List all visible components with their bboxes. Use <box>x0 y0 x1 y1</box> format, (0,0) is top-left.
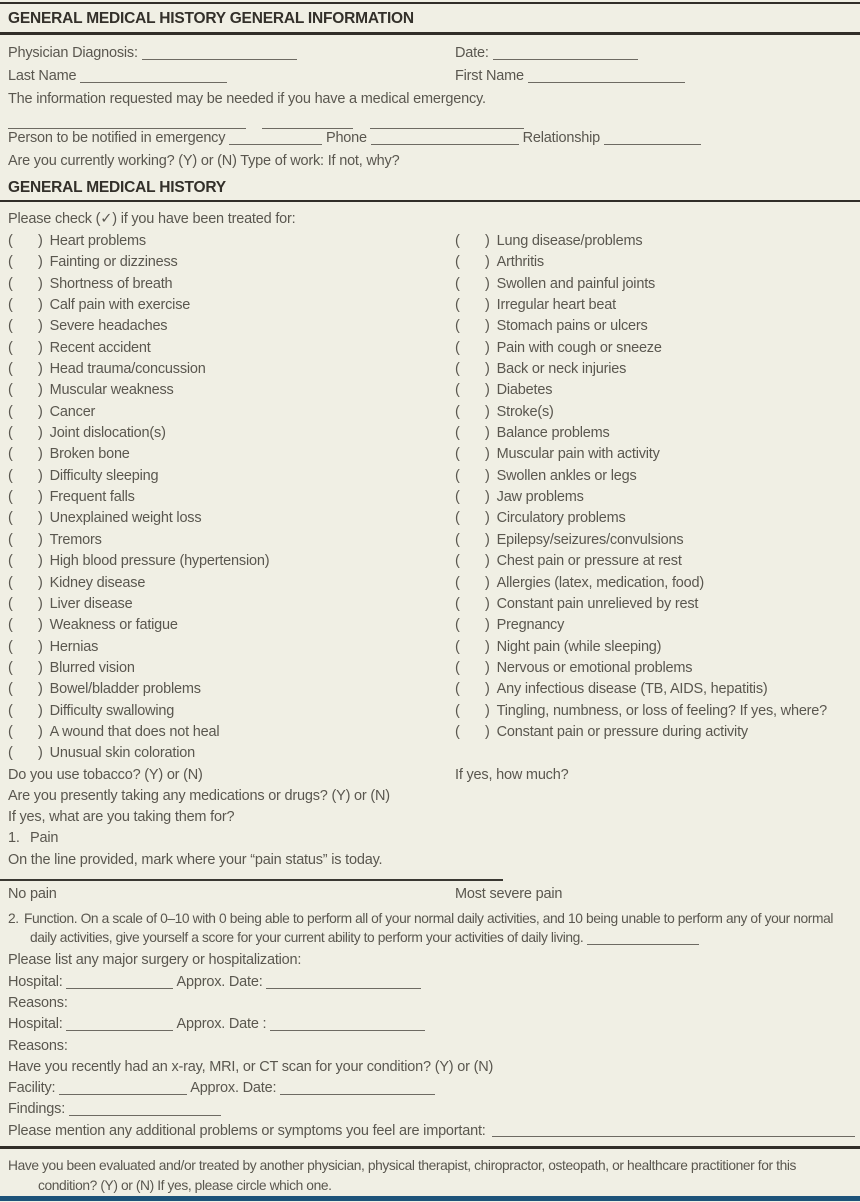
checklist-item-label: Frequent falls <box>49 489 135 506</box>
checklist-item <box>455 573 827 594</box>
checklist-item <box>455 252 827 273</box>
phone-blank <box>371 141 519 145</box>
checklist-item <box>8 701 455 722</box>
checklist-item <box>8 573 455 594</box>
treatment-checklist <box>8 231 860 765</box>
approx-date-label-spaced: Approx. Date : <box>176 1016 267 1033</box>
checklist-item <box>455 530 827 551</box>
checklist-item-label: Stroke(s) <box>496 403 554 420</box>
checkbox-open-paren: ( <box>8 403 13 420</box>
checkbox-close-paren: ) <box>38 659 43 676</box>
facility-row <box>8 1078 860 1099</box>
findings-label: Findings: <box>8 1101 66 1118</box>
first-name-blank <box>528 79 685 83</box>
checkbox-close-paren: ) <box>485 361 490 378</box>
checklist-item <box>455 423 827 444</box>
checkbox-open-paren: ( <box>455 403 460 420</box>
checklist-item <box>8 402 455 423</box>
findings-row <box>8 1099 860 1120</box>
checkbox-open-paren: ( <box>455 467 460 484</box>
checkbox-close-paren: ) <box>38 467 43 484</box>
checkbox-close-paren: ) <box>38 425 43 442</box>
checklist-item <box>455 551 827 572</box>
approx-date-label: Approx. Date: <box>176 973 263 990</box>
function-item <box>8 909 854 947</box>
checkbox-close-paren: ) <box>485 531 490 548</box>
checklist-item <box>8 444 455 465</box>
date-field <box>455 42 638 65</box>
emergency-contact-row <box>8 127 860 150</box>
top-rule <box>0 2 860 4</box>
medications-followup: If yes, what are you taking them for? <box>8 809 235 826</box>
checklist-item-label: Hernias <box>49 638 99 655</box>
pain-scale-line <box>0 879 503 881</box>
checkbox-open-paren: ( <box>455 275 460 292</box>
checkbox-close-paren: ) <box>38 446 43 463</box>
checklist-item-label: Circulatory problems <box>496 510 626 527</box>
checklist-item-label: Difficulty sleeping <box>49 467 159 484</box>
checklist-item-label: Balance problems <box>496 425 610 442</box>
additional-problems-row <box>8 1121 860 1142</box>
approx-date-label: Approx. Date: <box>190 1080 277 1097</box>
header-rule <box>0 32 860 35</box>
checklist-item <box>8 637 455 658</box>
checkbox-open-paren: ( <box>455 510 460 527</box>
additional-problems-label: Please mention any additional problems or symptoms you feel are important: <box>8 1122 486 1139</box>
hospital-blank-1 <box>66 985 173 989</box>
medications-question: Are you presently taking any medications or drugs? (Y) or (N) <box>8 787 390 804</box>
checkbox-open-paren: ( <box>455 659 460 676</box>
checklist-item <box>455 722 827 743</box>
checklist-item <box>8 252 455 273</box>
function-score-blank <box>587 941 699 945</box>
checklist-item <box>8 679 455 700</box>
relationship-blank <box>604 141 701 145</box>
checkbox-open-paren: ( <box>8 595 13 612</box>
checklist-item <box>455 594 827 615</box>
checkbox-close-paren: ) <box>485 446 490 463</box>
imaging-question: Have you recently had an x-ray, MRI, or CT scan for your condition? (Y) or (N) <box>8 1058 494 1075</box>
checklist-item <box>455 316 827 337</box>
checklist-item <box>8 316 455 337</box>
check-instruction: Please check (✓) if you have been treated for: <box>8 211 296 227</box>
pain-instruction: On the line provided, mark where your “pain status” is today. <box>8 851 383 868</box>
checkbox-open-paren: ( <box>455 553 460 570</box>
surgery-intro: Please list any major surgery or hospitalization: <box>8 952 302 969</box>
reasons-row-2: Reasons: <box>8 1037 68 1054</box>
checkbox-close-paren: ) <box>485 403 490 420</box>
checklist-item <box>455 444 827 465</box>
checkbox-close-paren: ) <box>485 702 490 719</box>
checklist-item-label: High blood pressure (hypertension) <box>49 553 270 570</box>
checkbox-open-paren: ( <box>8 382 13 399</box>
checkbox-open-paren: ( <box>8 318 13 335</box>
checkbox-close-paren: ) <box>485 553 490 570</box>
section-rule <box>0 200 860 202</box>
checklist-item-label: Liver disease <box>49 595 133 612</box>
checkbox-open-paren: ( <box>8 275 13 292</box>
checklist-item-label: Blurred vision <box>49 659 135 676</box>
function-item-number: 2. <box>8 911 19 927</box>
checklist-left-column <box>8 231 455 765</box>
checkbox-close-paren: ) <box>485 382 490 399</box>
date-blank <box>493 56 638 60</box>
physician-diagnosis-blank <box>142 56 297 60</box>
tobacco-followup: If yes, how much? <box>455 766 569 783</box>
checkbox-close-paren: ) <box>485 723 490 740</box>
checklist-item-label: Chest pain or pressure at rest <box>496 553 682 570</box>
checklist-item-label: Cancer <box>49 403 96 420</box>
last-name-blank <box>80 79 227 83</box>
checkbox-close-paren: ) <box>38 723 43 740</box>
checklist-item-label: Difficulty swallowing <box>49 702 175 719</box>
checklist-item-label: Constant pain unrelieved by rest <box>496 595 699 612</box>
tobacco-row <box>8 765 860 786</box>
checkbox-close-paren: ) <box>485 275 490 292</box>
section-title-medical-history: GENERAL MEDICAL HISTORY <box>8 179 226 196</box>
checkbox-open-paren: ( <box>455 617 460 634</box>
checklist-item <box>455 359 827 380</box>
checkbox-close-paren: ) <box>38 339 43 356</box>
checkbox-close-paren: ) <box>485 510 490 527</box>
checklist-item <box>8 359 455 380</box>
pain-scale-left-label: No pain <box>8 886 57 903</box>
checkbox-open-paren: ( <box>455 233 460 249</box>
hospital-label: Hospital: <box>8 1016 63 1033</box>
checkbox-open-paren: ( <box>8 254 13 271</box>
checklist-item <box>8 231 455 252</box>
checkbox-open-paren: ( <box>455 723 460 740</box>
evaluated-question: Have you been evaluated and/or treated by another physician, physical therapist, chiropractor, osteopath, or healthcare practitioner for this condition? (Y) or (N) If yes, please circle which one. <box>8 1158 797 1193</box>
last-name-label: Last Name <box>8 68 77 84</box>
findings-blank <box>69 1112 221 1116</box>
checkbox-close-paren: ) <box>38 489 43 506</box>
pain-item-row <box>8 828 860 849</box>
physician-diagnosis-label: Physician Diagnosis: <box>8 45 138 61</box>
checkbox-open-paren: ( <box>455 531 460 548</box>
checklist-item <box>8 423 455 444</box>
checklist-item-label: Lung disease/problems <box>496 233 643 249</box>
checkbox-open-paren: ( <box>8 361 13 378</box>
checkbox-open-paren: ( <box>8 617 13 634</box>
checkbox-close-paren: ) <box>38 403 43 420</box>
checkbox-open-paren: ( <box>455 318 460 335</box>
checkbox-close-paren: ) <box>38 595 43 612</box>
first-name-label: First Name <box>455 68 524 84</box>
approx-date-blank-3 <box>280 1091 435 1095</box>
checklist-item <box>8 594 455 615</box>
checkbox-open-paren: ( <box>8 681 13 698</box>
checklist-item <box>455 466 827 487</box>
checkbox-close-paren: ) <box>38 361 43 378</box>
checkbox-open-paren: ( <box>455 297 460 314</box>
checkbox-open-paren: ( <box>455 254 460 271</box>
checklist-item <box>8 338 455 359</box>
checkbox-close-paren: ) <box>38 531 43 548</box>
checklist-item <box>455 402 827 423</box>
checklist-item-label: Broken bone <box>49 446 130 463</box>
checklist-item-label: Severe headaches <box>49 318 168 335</box>
checklist-item <box>455 658 827 679</box>
checklist-item <box>8 274 455 295</box>
checkbox-open-paren: ( <box>8 702 13 719</box>
checklist-item-label: Pain with cough or sneeze <box>496 339 662 356</box>
checkbox-open-paren: ( <box>455 382 460 399</box>
checkbox-open-paren: ( <box>8 233 13 249</box>
checklist-item-label: Muscular pain with activity <box>496 446 660 463</box>
checkbox-open-paren: ( <box>455 681 460 698</box>
checkbox-close-paren: ) <box>485 233 490 249</box>
checkbox-open-paren: ( <box>8 553 13 570</box>
reasons-row-1: Reasons: <box>8 994 68 1011</box>
checkbox-close-paren: ) <box>485 681 490 698</box>
checkbox-close-paren: ) <box>485 617 490 634</box>
checklist-item-label: Any infectious disease (TB, AIDS, hepatitis) <box>496 681 768 698</box>
checklist-item-label: Back or neck injuries <box>496 361 627 378</box>
approx-date-blank-2 <box>270 1027 425 1031</box>
name-row <box>8 65 860 88</box>
checkbox-open-paren: ( <box>8 723 13 740</box>
form-page <box>0 2 860 1202</box>
working-question: Are you currently working? (Y) or (N) Type of work: If not, why? <box>8 153 400 169</box>
checklist-item-label: Weakness or fatigue <box>49 617 178 634</box>
checkbox-open-paren: ( <box>8 745 13 762</box>
hospital-label: Hospital: <box>8 973 63 990</box>
footer-rule <box>0 1146 860 1149</box>
checklist-item <box>8 466 455 487</box>
checklist-item <box>8 295 455 316</box>
facility-label: Facility: <box>8 1080 56 1097</box>
checkbox-open-paren: ( <box>8 339 13 356</box>
page-title: GENERAL MEDICAL HISTORY GENERAL INFORMATION <box>8 10 414 27</box>
checklist-item <box>455 274 827 295</box>
checkbox-open-paren: ( <box>8 489 13 506</box>
diagnosis-date-row <box>8 42 860 65</box>
checkbox-close-paren: ) <box>38 553 43 570</box>
checkbox-close-paren: ) <box>38 318 43 335</box>
checklist-item <box>455 295 827 316</box>
checklist-item-label: Constant pain or pressure during activity <box>496 723 748 740</box>
checklist-item-label: A wound that does not heal <box>49 723 220 740</box>
first-name-field <box>455 65 685 88</box>
checkbox-open-paren: ( <box>8 659 13 676</box>
checkbox-close-paren: ) <box>38 617 43 634</box>
pain-scale-labels <box>8 884 860 905</box>
checklist-item-label: Heart problems <box>49 233 146 249</box>
checkbox-close-paren: ) <box>485 467 490 484</box>
checkbox-close-paren: ) <box>38 638 43 655</box>
pain-scale-right-label: Most severe pain <box>455 886 563 903</box>
checkbox-open-paren: ( <box>8 638 13 655</box>
checklist-item-label: Muscular weakness <box>49 382 174 399</box>
checkbox-close-paren: ) <box>485 339 490 356</box>
checkbox-close-paren: ) <box>485 254 490 271</box>
emergency-note: The information requested may be needed if you have a medical emergency. <box>8 91 486 107</box>
checkbox-open-paren: ( <box>8 297 13 314</box>
checkbox-close-paren: ) <box>38 297 43 314</box>
checkbox-close-paren: ) <box>485 659 490 676</box>
pain-item-label: Pain <box>30 830 59 847</box>
checklist-item-label: Epilepsy/seizures/convulsions <box>496 531 684 548</box>
checklist-item <box>8 722 455 743</box>
checkbox-open-paren: ( <box>8 531 13 548</box>
checkbox-open-paren: ( <box>455 574 460 591</box>
approx-date-blank-1 <box>266 985 421 989</box>
checkbox-close-paren: ) <box>38 574 43 591</box>
checklist-item-label: Irregular heart beat <box>496 297 616 314</box>
checklist-item-label: Fainting or dizziness <box>49 254 178 271</box>
additional-problems-blank <box>492 1121 855 1137</box>
checklist-item <box>455 380 827 401</box>
person-notified-label: Person to be notified in emergency <box>8 130 226 146</box>
checklist-item <box>455 508 827 529</box>
bottom-accent-bar <box>0 1196 860 1201</box>
checklist-item-label: Nervous or emotional problems <box>496 659 693 676</box>
checklist-item <box>8 551 455 572</box>
checkbox-open-paren: ( <box>455 446 460 463</box>
checkbox-open-paren: ( <box>455 339 460 356</box>
checklist-item-label: Stomach pains or ulcers <box>496 318 648 335</box>
function-item-text: Function. On a scale of 0–10 with 0 being able to perform all of your normal daily activities, and 10 being unable to perform any of your normal daily activities, give yourself a score for your current ability to perform your activities of daily living. <box>24 911 834 946</box>
checkbox-close-paren: ) <box>485 318 490 335</box>
checklist-item <box>455 338 827 359</box>
relationship-label: Relationship <box>522 130 600 146</box>
checkbox-open-paren: ( <box>455 638 460 655</box>
checklist-item <box>8 380 455 401</box>
checklist-right-column <box>455 231 827 765</box>
person-notified-blank <box>229 141 322 145</box>
checklist-item <box>8 508 455 529</box>
checklist-item-label: Pregnancy <box>496 617 565 634</box>
checklist-item <box>8 615 455 636</box>
checkbox-open-paren: ( <box>455 425 460 442</box>
checkbox-open-paren: ( <box>455 702 460 719</box>
checkbox-open-paren: ( <box>8 467 13 484</box>
checklist-item-label: Tremors <box>49 531 102 548</box>
checklist-item-label: Arthritis <box>496 254 544 271</box>
pain-item-number: 1. <box>8 830 20 847</box>
checkbox-close-paren: ) <box>485 489 490 506</box>
checkbox-open-paren: ( <box>455 361 460 378</box>
checklist-item-label: Shortness of breath <box>49 275 173 292</box>
checklist-item-label: Head trauma/concussion <box>49 361 206 378</box>
checklist-item <box>455 637 827 658</box>
checklist-item <box>8 658 455 679</box>
checkbox-open-paren: ( <box>455 489 460 506</box>
checklist-item-label: Joint dislocation(s) <box>49 425 166 442</box>
checklist-item-label: Recent accident <box>49 339 151 356</box>
checkbox-close-paren: ) <box>38 233 43 249</box>
checkbox-open-paren: ( <box>8 425 13 442</box>
checklist-item-label: Swollen and painful joints <box>496 275 656 292</box>
checklist-item <box>455 701 827 722</box>
checklist-item <box>455 231 827 252</box>
checkbox-open-paren: ( <box>8 574 13 591</box>
checklist-item <box>8 743 455 764</box>
checkbox-close-paren: ) <box>38 382 43 399</box>
tobacco-question: Do you use tobacco? (Y) or (N) <box>8 766 203 783</box>
checklist-item-label: Unusual skin coloration <box>49 745 195 762</box>
checklist-item-label: Diabetes <box>496 382 553 399</box>
checkbox-close-paren: ) <box>38 745 43 762</box>
checklist-item-label: Allergies (latex, medication, food) <box>496 574 705 591</box>
emergency-blank-row <box>8 113 860 127</box>
checklist-item-label: Bowel/bladder problems <box>49 681 201 698</box>
checklist-item-label: Kidney disease <box>49 574 146 591</box>
checklist-item-label: Swollen ankles or legs <box>496 467 637 484</box>
checklist-item-label: Jaw problems <box>496 489 584 506</box>
hospital-blank-2 <box>66 1027 173 1031</box>
checkbox-open-paren: ( <box>455 595 460 612</box>
checkbox-close-paren: ) <box>38 275 43 292</box>
checklist-item <box>455 487 827 508</box>
checkbox-close-paren: ) <box>485 638 490 655</box>
checklist-item-label: Unexplained weight loss <box>49 510 202 527</box>
checklist-item-label: Tingling, numbness, or loss of feeling? If yes, where? <box>496 702 828 719</box>
checklist-item-label: Night pain (while sleeping) <box>496 638 662 655</box>
checkbox-close-paren: ) <box>485 574 490 591</box>
hospital-row-1 <box>8 972 860 993</box>
checkbox-open-paren: ( <box>8 510 13 527</box>
checkbox-close-paren: ) <box>485 425 490 442</box>
checklist-item <box>455 679 827 700</box>
checkbox-close-paren: ) <box>38 681 43 698</box>
checkbox-close-paren: ) <box>38 254 43 271</box>
checkbox-open-paren: ( <box>8 446 13 463</box>
checklist-item <box>8 487 455 508</box>
checklist-item <box>8 530 455 551</box>
checkbox-close-paren: ) <box>38 510 43 527</box>
checklist-item-label: Calf pain with exercise <box>49 297 191 314</box>
checkbox-close-paren: ) <box>38 702 43 719</box>
phone-label: Phone <box>325 130 367 146</box>
hospital-row-2 <box>8 1014 860 1035</box>
checkbox-close-paren: ) <box>485 595 490 612</box>
facility-blank <box>59 1091 187 1095</box>
date-label: Date: <box>455 45 489 61</box>
checkbox-close-paren: ) <box>485 297 490 314</box>
checklist-item <box>455 615 827 636</box>
